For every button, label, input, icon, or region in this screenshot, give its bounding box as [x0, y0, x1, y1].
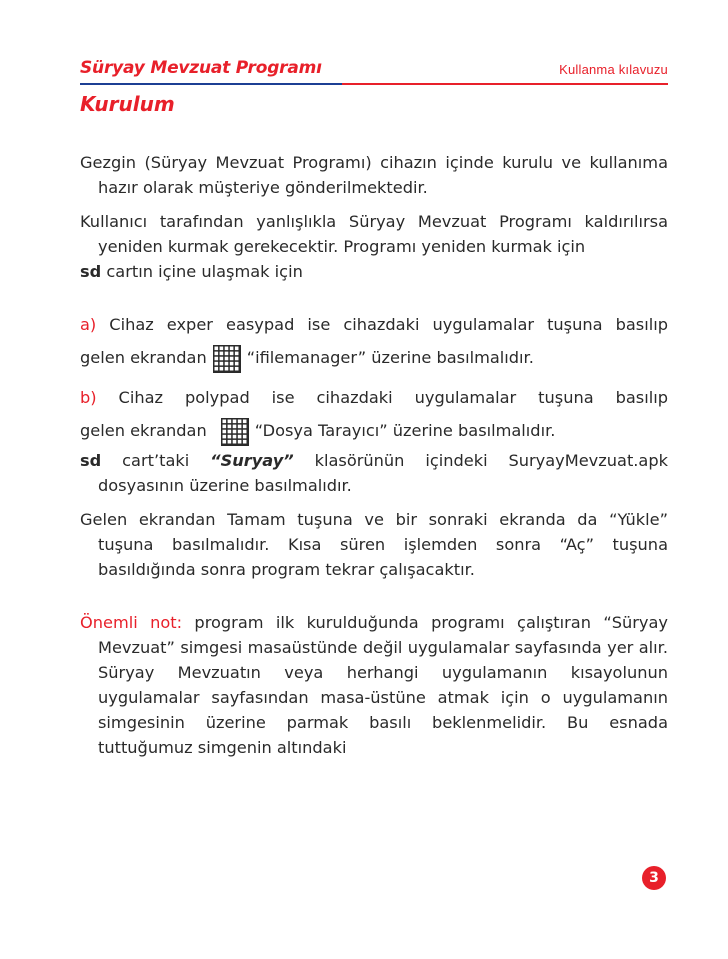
guide-label: Kullanma kılavuzu — [559, 62, 668, 77]
page-header — [80, 58, 668, 84]
step-b-line2 — [80, 410, 668, 446]
step-b-marker: b) — [80, 388, 97, 407]
step-b-text: Cihaz polypad ise cihazdaki uygulamalar tuşuna basılıp — [96, 388, 668, 407]
apps-grid-icon — [221, 418, 249, 446]
title-underline — [80, 83, 342, 85]
apps-grid-icon — [213, 345, 241, 373]
paragraph-reinstall: Kullanıcı tarafından yanlışlıkla Süryay Mevzuat Programı kaldırılırsa yeniden kurmak gerekecektir. Programı yeniden kurmak için — [80, 212, 668, 256]
sd-card-text: cartın içine ulaşmak için — [101, 262, 303, 281]
step-b — [80, 385, 668, 446]
step-a-after: “ifilemanager” üzerine basılmalıdır. — [246, 348, 534, 367]
paragraph-note — [80, 610, 668, 760]
step-b-after: “Dosya Tarayıcı” üzerine basılmalıdır. — [254, 421, 556, 440]
program-title: Süryay Mevzuat Programı — [80, 58, 322, 78]
step-a — [80, 312, 668, 373]
sd-term: sd — [80, 262, 102, 281]
step-b-before: gelen ekrandan — [80, 421, 207, 440]
apk-mid: cart’taki — [101, 451, 211, 470]
step-a-text: Cihaz exper easypad ise cihazdaki uygulamalar tuşuna basılıp — [96, 315, 668, 334]
step-a-line1 — [80, 312, 668, 337]
body-text — [80, 150, 668, 760]
step-b-line1 — [80, 385, 668, 410]
apk-text: klasörünün içindeki SuryayMevzuat.apk dosyasının üzerine basılmalıdır. — [98, 451, 669, 495]
section-title: Kurulum — [80, 92, 175, 116]
note-label: Önemli not: — [80, 613, 183, 632]
paragraph-apk — [80, 448, 668, 498]
step-a-line2 — [80, 337, 668, 373]
page-number: 3 — [642, 866, 666, 890]
sd-term: sd — [80, 451, 102, 470]
note-text: program ilk kurulduğunda programı çalıştıran “Süryay Mevzuat” simgesi masaüstünde değil uygulamalar sayfasında yer alır. Süryay Mevzuatın veya herhangi uygulamanın kısayolunun uygulamalar sayfasından masa-üstüne atmak için o uygulamanın simgesinin üzerine parmak basılı beklenmelidir. Bu esnada tuttuğumuz simgenin altındaki — [98, 613, 668, 757]
paragraph-intro: Gezgin (Süryay Mevzuat Programı) cihazın içinde kurulu ve kullanıma hazır olarak müşteriye gönderilmektedir. — [80, 153, 668, 197]
step-a-before: gelen ekrandan — [80, 348, 207, 367]
paragraph-install: Gelen ekrandan Tamam tuşuna ve bir sonraki ekranda da “Yükle” tuşuna basılmalıdır. Kısa süren işlemden sonra “Aç” tuşuna basıldığında sonra program tekrar çalışacaktır. — [80, 510, 668, 579]
folder-name: “Suryay” — [210, 451, 294, 470]
paragraph-sd-card — [80, 259, 668, 284]
step-a-marker: a) — [80, 315, 97, 334]
